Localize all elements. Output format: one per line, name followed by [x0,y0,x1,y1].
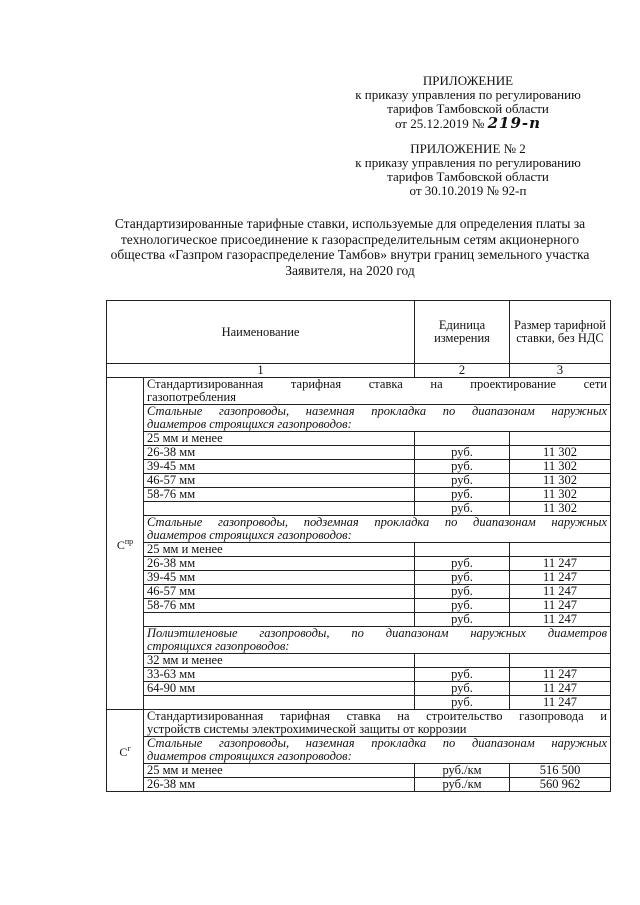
group-code: $С^{пр}$ [107,378,144,710]
appendix-line: к приказу управления по регулированию [355,87,581,102]
subsection-row [107,737,611,764]
title-line: Стандартизированные тарифные ставки, используемые для определения платы за [114,216,586,231]
table-header-row [107,301,611,364]
header-rate: Размер тарифной ставки, без НДС [510,301,611,364]
col-number: 2 [415,364,510,378]
header-unit: Единица измерения [415,301,510,364]
table-row: 32 мм и менее [107,654,611,668]
appendix-2-header [348,142,588,198]
subsection-heading: Полиэтиленовые газопроводы, по диапазонам наружных диаметров строящихся газопроводов: [144,627,611,654]
appendix-2-line: тарифов Тамбовской области [387,169,549,184]
group-row [107,378,611,405]
table-row: 26-38 мм руб./км 560 962 [107,778,611,792]
table-row: 39-45 мм руб. 11 247 [107,571,611,585]
table-row: 46-57 мм руб. 11 247 [107,585,611,599]
column-number-row [107,364,611,378]
title-line: технологическое присоединение к газораспределительным сетям акционерного [120,231,580,247]
subsection-row [107,627,611,654]
subsection-row [107,516,611,543]
subsection-heading: Стальные газопроводы, наземная прокладка по диапазонам наружных диаметров строящихся газопроводов: [144,405,611,432]
col-number: 1 [107,364,415,378]
table-row: 58-76 мм руб. 11 302 [107,488,611,502]
table-row: 33-63 мм руб. 11 247 [107,668,611,682]
title-line: Заявителя, на 2020 год [285,262,415,278]
appendix-line: тарифов Тамбовской области [387,101,549,116]
title-line: общества «Газпром газораспределение Тамбов» внутри границ земельного участка [110,247,590,262]
table-row: 46-57 мм руб. 11 302 [107,474,611,488]
subsection-row [107,405,611,432]
table-row: 25 мм и менее [107,432,611,446]
appendix-date-text: от 25.12.2019 № [394,116,485,131]
header-name: Наименование [107,301,415,364]
table-row: 26-38 мм руб. 11 302 [107,446,611,460]
appendix-2-title: ПРИЛОЖЕНИЕ № 2 [410,141,526,156]
section-heading: Стандартизированная тарифная ставка на строительство газопровода и устройств системы электрохимической защиты от коррозии [144,710,611,737]
appendix-title: ПРИЛОЖЕНИЕ [422,73,514,88]
subsection-heading: Стальные газопроводы, подземная прокладка по диапазонам наружных диаметров строящихся газопроводов: [144,516,611,543]
table-row: руб. 11 247 [107,613,611,627]
handwritten-number: 219-п [487,114,542,132]
table-row: 25 мм и менее руб./км 516 500 [107,764,611,778]
col-number: 3 [510,364,611,378]
table-row: 58-76 мм руб. 11 247 [107,599,611,613]
section-heading: Стандартизированная тарифная ставка на проектирование сети газопотребления [144,378,611,405]
subsection-heading: Стальные газопроводы, наземная прокладка по диапазонам наружных диаметров строящихся газопроводов: [144,737,611,764]
appendix-2-line: к приказу управления по регулированию [355,155,581,170]
appendix-2-date: от 30.10.2019 № 92-п [409,183,527,198]
table-row: 26-38 мм руб. 11 247 [107,557,611,571]
appendix-date [348,116,588,131]
document-title [100,216,600,278]
table-row: руб. 11 247 [107,696,611,710]
appendix-header [348,74,588,131]
table-row: 64-90 мм руб. 11 247 [107,682,611,696]
group-code: $С^г$ [107,710,144,792]
group-row [107,710,611,737]
tariff-table [106,300,611,792]
table-row: руб. 11 302 [107,502,611,516]
table-row: 25 мм и менее [107,543,611,557]
table-row: 39-45 мм руб. 11 302 [107,460,611,474]
